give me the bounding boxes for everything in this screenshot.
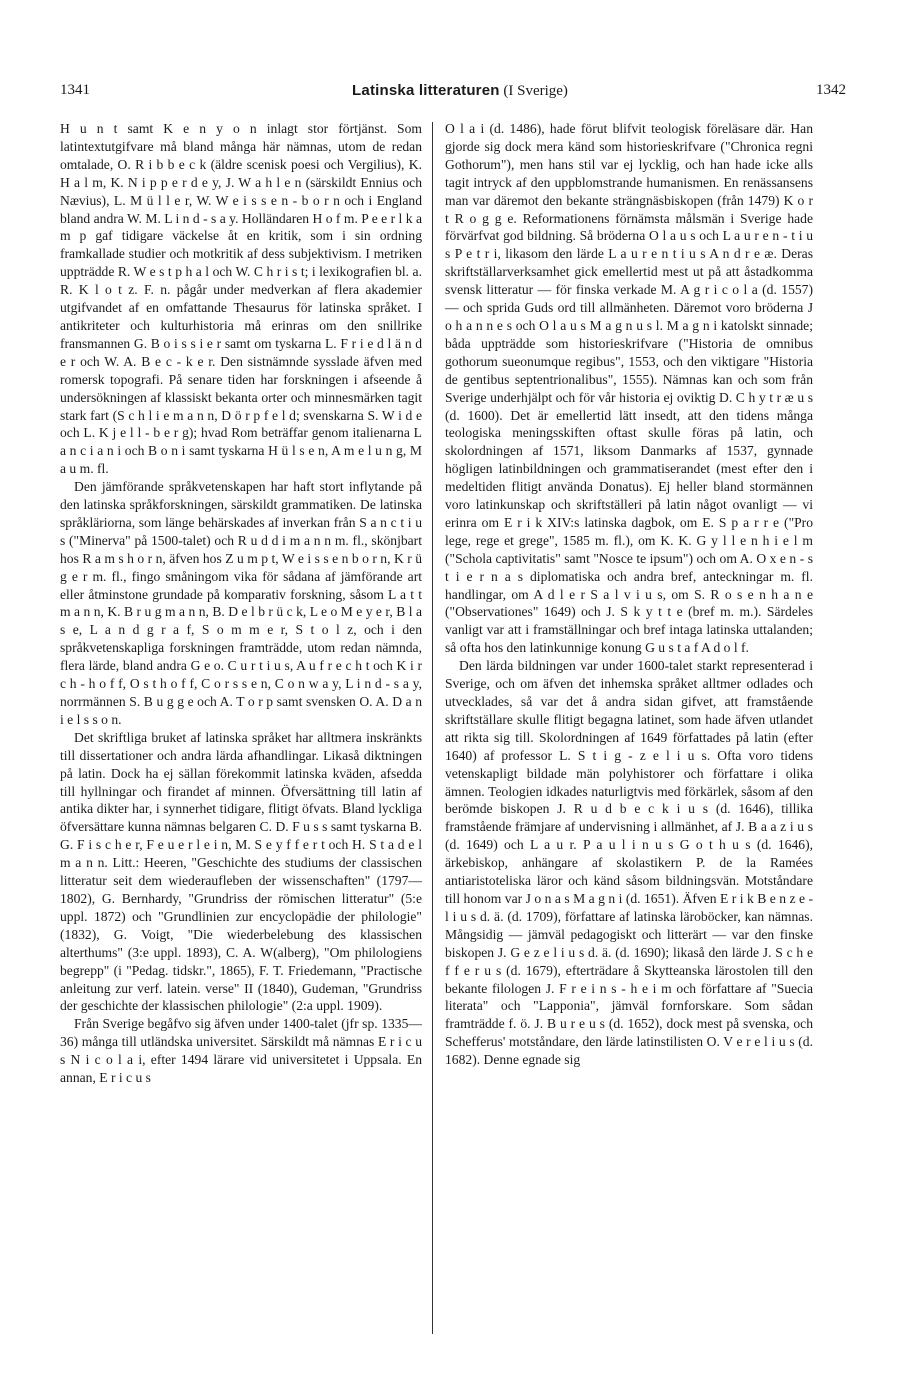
running-title-sub: (I Sverige) xyxy=(503,83,568,99)
left-column xyxy=(60,120,422,1087)
paragraph: Från Sverige begåfvo sig äfven under 1400-talet (jfr sp. 1335—36) många till utländska universitet. Särskildt må nämnas E r i c u s N i c o l a i, efter 1494 lärare vid universitetet i Uppsala. En annan, E r i c u s xyxy=(60,1016,422,1086)
running-title-main: Latinska litteraturen xyxy=(352,82,500,99)
page-header xyxy=(0,0,920,110)
paragraph: Den jämförande språkvetenskapen har haft stort inflytande på den latinska språkforskningen, särskildt grammatiken. De latinska språkläriorna, som länge behärskades af inverkan från S a n c t i u s ("Minerva" på 1500-talet) och R u d d i m a n n m. fl., skönjbart hos R a m s h o r n, äfven hos Z u m p t, W e i s s e n b o r n, K r ü g e r m. fl., fingo småningom vika för sådana af jämförande art eller åtminstone grundade på komparativ forskning, såsom L a t t m a n n, K. B r u g m a n n, B. D e l b r ü c k, L e o M e y e r, B l a s e, L a n d g r a f, S o m m e r, S t o l z, och i den språkvetenskapliga forskningen framträdde, utom redan nämnda, flera lärde, bland andra G e o. C u r t i u s, A u f r e c h t och K i r c h - h o f f, O s t h o f f, C o r s s e n, C o n w a y, L i n d - s a y, norrmännen S. B u g g e och A. T o r p samt svensken O. A. D a n i e l s s o n. xyxy=(60,479,422,727)
right-column xyxy=(445,120,813,1069)
running-title xyxy=(0,82,920,100)
paragraph: H u n t samt K e n y o n inlagt stor förtjänst. Som latintextutgifvare må bland många här nämnas, utom de redan omtalade, O. R i b b e c k (äldre scenisk poesi och Vergilius), K. H a l m, K. N i p p e r d e y, J. W a h l e n (särskildt Ennius och Nævius), L. M ü l l e r, W. W e i s s e n - b o r n och i England bland andra W. M. L i n d - s a y. Holländaren H o f m. P e e r l k a m p gaf tidigare väckelse åt en kritik, som i sin ordning framkallade studier och motkritik af dess subjektivism. I metriken uppträdde R. W e s t p h a l och W. C h r i s t; i lexikografien bl. a. R. K l o t z. F. n. pågår under medverkan af flera akademier utgifvandet af en omfattande Thesaurus för latinska språket. I antikriteter och kulturhistoria må erinras om den snillrike fransmannen G. B o i s s i e r samt om tyskarna L. F r i e d l ä n d e r och W. A. B e c - k e r. Den sistnämnde sysslade äfven med romersk topografi. På senare tiden har forskningen i afseende å undersökningen af klassiskt bekanta orter och minnesmärken tagit stark fart (S c h l i e m a n n, D ö r p f e l d; svenskarna S. W i d e och L. K j e l l - b e r g); hvad Rom beträffar genom italienarna L a n c i a n i och B o n i samt tyskarna H ü l s e n, A m e l u n g, M a u m. fl. xyxy=(60,121,422,477)
page-number-left: 1341 xyxy=(60,82,90,98)
paragraph: O l a i (d. 1486), hade förut blifvit teologisk föreläsare där. Han gjorde sig dock mera känd som historieskrifvare ("Chronica regni Gothorum"), men hans stil var ej lycklig, och han hade icke alls tagit intryck af den uppblomstrande humanismen. En renässansens man var däremot den bekante strängnäsbiskopen (från 1479) K o r t R o g g e. Reformationens förnämsta målsmän i Sverige hade förvärfvat god bildning. Så bröderna O l a u s och L a u r e n - t i u s P e t r i, likasom den lärde L a u r e n t i u s A n d r e æ. Deras skriftställarverksamhet gick emellertid mest ut på att åstadkomma svensk litteratur — för finska verkade M. A g r i c o l a (d. 1557) — och sprida Guds ord till allmänheten. Däremot voro bröderna J o h a n n e s och O l a u s M a g n u s l. M a g n i katolskt sinnade; båda uppträdde som historieskrifvare ("Historia de omnibus gothorum sueonumque regibus", 1553, och den viktigare "Historia de gentibus septentrionalibus", 1555). Nämnas kan och som från Sverige underhjälpt och för vår historia ej oviktig D. C h y t r æ u s (d. 1600). Det är emellertid lätt insedt, att den tidens många teologiska meningsskiften oftast skulle föras på latin, och skolordningen af 1571, liksom Danmarks af 1537, gynnade högligen latinbildningen och grammatiserandet (mest efter den i medeltiden flitigt använda Donatus). Ej heller bland stormännen voro latinkunskap och skriftställeri på latin något ovanligt — vi erinra om E r i k XIV:s latinska dagbok, om E. S p a r r e ("Pro lege, rege et grege", 1585 m. fl.), om K. K. G y l l e n h i e l m ("Schola captivitatis" samt "Nosce te ipsum") och om A. O x e n - s t i e r n a s diplomatiska och andra bref, anteckningar m. fl. handlingar, om A d l e r S a l v i u s, om S. R o s e n h a n e ("Observationes" 1649) och J. S k y t t e (bref m. m.). Särdeles vanligt var att i framställningar och bref intaga latinska uttalanden; så ofta hos den latinkunnige konung G u s t a f A d o l f. xyxy=(445,121,813,656)
column-divider xyxy=(432,122,433,1334)
paragraph: Det skriftliga bruket af latinska språket har alltmera inskränkts till dissertationer och andra lärda afhandlingar. Likaså diktningen på latin. Dock ha ej sällan förekommit latinska kväden, afsedda till hyllningar och firandet af minnen. Öfversättning till latin af antika dikter har, i synnerhet tidigare, flitigt öfvats. Bland lyckliga öfversättare kunna nämnas belgaren C. D. F u s s samt tyskarna B. G. F i s c h e r, F e u e r l e i n, M. S e y f f e r t och H. S t a d e l m a n n. Litt.: Heeren, "Geschichte des studiums der classischen litteratur seit dem wiederaufleben der wissenschaften" (1797—1802), G. Bernhardy, "Grundriss der römischen litteratur" (5:e uppl. 1872) och "Grundlinien zur encyclopädie der philologie" (1832), G. Voigt, "Die wiederbelebung des klassischen alterthums" (3:e uppl. 1893), C. A. W(alberg), "Om philologiens begrepp" (i "Pedag. tidskr.", 1865), F. T. Friedemann, "Practische anleitung zur verf. latein. verse" II (1840), Gudeman, "Grundriss der geschichte der klassischen philologie" (2:a uppl. 1909). xyxy=(60,729,422,1014)
paragraph: Den lärda bildningen var under 1600-talet starkt representerad i Sverige, och om äfven det inhemska språket alltmer odlades och utvecklades, så var det å andra sidan gifvet, att framstående skriftställare skulle flitigt begagna latinet, som hade äfven utlandet att rikta sig till. Skolordningen af 1649 författades på latin (efter 1640) af professor L. S t i g - z e l i u s. Ofta voro tidens vetenskapligt bildade män polyhistorer och författare i olika ämnen. Teologien idkades naturligtvis med förkärlek, såsom af den berömde biskopen J. R u d b e c k i u s (d. 1646), tillika framstående främjare af undervisning i allmänhet, af J. B a a z i u s (d. 1649) och L a u r. P a u l i n u s G o t h u s (d. 1646), ärkebiskop, anhängare af skolastikern P. de la Ramées antiaristoteliska läror och känd såsom bildningsvän. Motståndare till honom var J o n a s M a g n i (d. 1651). Äfven E r i k B e n z e - l i u s d. ä. (d. 1709), författare af latinska läroböcker, kan nämnas. Mångsidig — jämväl pedagogiskt och litterärt — var den finske biskopen J. G e z e l i u s d. ä. (d. 1690); likaså den lärde J. S c h e f f e r u s (d. 1679), efterträdare å Skytteanska lärostolen till den bekante filologen J. F r e i n s - h e i m och författare af "Suecia literata" och "Lapponia", jämväl fornforskare. Som sådan framträdde f. ö. J. B u r e u s (d. 1652), dock mest på svenska, och Schefferus' motståndare, den lärde latinstilisten O. V e r e l i u s (d. 1682). Denne egnade sig xyxy=(445,658,813,1068)
page-number-right: 1342 xyxy=(816,82,846,98)
